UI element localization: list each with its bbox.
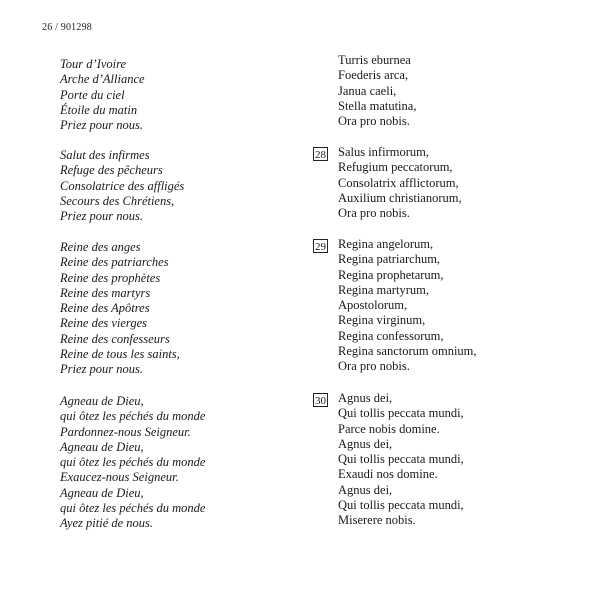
text-line: Agnus dei,: [338, 436, 393, 451]
text-line: Reine des confesseurs: [60, 331, 170, 346]
text-line: Pardonnez-nous Seigneur.: [60, 424, 191, 439]
text-line: Agneau de Dieu,: [60, 439, 144, 454]
text-line: Regina martyrum,: [338, 282, 429, 297]
latin-stanza-3: [315, 237, 477, 375]
latin-stanza-1: [338, 53, 416, 129]
text-line: Priez pour nous.: [60, 118, 143, 133]
track-number-box: 28: [315, 149, 326, 161]
text-line: Agneau de Dieu,: [60, 485, 144, 500]
text-line: Regina virginum,: [338, 313, 426, 328]
text-line: qui ôtez les péchés du monde: [60, 455, 206, 470]
text-line: Consolatrix afflictorum,: [338, 175, 459, 190]
text-line: Regina confessorum,: [338, 328, 444, 343]
text-line: Ayez pitié de nous.: [60, 516, 154, 531]
text-line: Turris eburnea: [338, 53, 411, 67]
text-line: Janua caeli,: [338, 83, 397, 98]
french-stanza-4: [60, 394, 205, 532]
text-line: Reine des prophètes: [60, 270, 161, 285]
text-line: Salus infirmorum,: [338, 145, 429, 159]
text-line: Reine des Apôtres: [60, 301, 150, 316]
text-line: Secours des Chrétiens,: [60, 193, 175, 208]
text-line: Arche d’Alliance: [60, 72, 145, 87]
text-line: Salut des infirmes: [60, 148, 150, 162]
text-line: Exaucez-nous Seigneur.: [60, 470, 179, 485]
text-line: qui ôtez les péchés du monde: [60, 501, 206, 516]
text-line: Qui tollis peccata mundi,: [338, 452, 464, 467]
text-line: Reine des anges: [60, 240, 141, 254]
text-line: Consolatrice des affligés: [60, 178, 185, 193]
text-line: Priez pour nous.: [60, 362, 143, 377]
text-line: Stella matutina,: [338, 98, 417, 113]
text-line: Agnus dei,: [338, 391, 393, 405]
track-number-box: 30: [315, 395, 326, 407]
latin-stanza-2: [315, 145, 462, 221]
text-line: Regina patriarchum,: [338, 252, 441, 267]
text-line: Reine de tous les saints,: [60, 347, 180, 362]
text-line: Qui tollis peccata mundi,: [338, 406, 464, 421]
text-line: Agnus dei,: [338, 482, 393, 497]
text-line: Regina angelorum,: [338, 237, 434, 251]
text-line: Ora pro nobis.: [338, 359, 410, 374]
track-number-box: 29: [315, 241, 326, 253]
text-line: Exaudi nos domine.: [338, 467, 438, 482]
text-line: Tour d’Ivoire: [60, 57, 127, 71]
text-line: qui ôtez les péchés du monde: [60, 409, 206, 424]
text-line: Qui tollis peccata mundi,: [338, 498, 464, 513]
page-number: 26 / 901298: [42, 22, 92, 33]
text-line: Parce nobis domine.: [338, 421, 440, 436]
text-line: Foederis arca,: [338, 68, 409, 83]
text-line: Apostolorum,: [338, 298, 408, 313]
text-line: Regina sanctorum omnium,: [338, 344, 477, 359]
french-stanza-2: [60, 148, 184, 224]
text-line: Ora pro nobis.: [338, 206, 410, 221]
text-line: Reine des martyrs: [60, 285, 151, 300]
text-line: Refuge des pêcheurs: [60, 163, 163, 178]
text-line: Agneau de Dieu,: [60, 394, 144, 408]
french-stanza-1: [60, 57, 145, 133]
text-line: Miserere nobis.: [338, 513, 416, 528]
text-line: Porte du ciel: [60, 87, 125, 102]
text-line: Reine des patriarches: [60, 255, 169, 270]
french-stanza-3: [60, 240, 180, 378]
text-line: Étoile du matin: [60, 102, 138, 117]
text-line: Ora pro nobis.: [338, 114, 410, 129]
text-line: Priez pour nous.: [60, 209, 143, 224]
text-line: Refugium peccatorum,: [338, 160, 453, 175]
text-line: Auxilium christianorum,: [338, 190, 462, 205]
text-line: Reine des vierges: [60, 316, 147, 331]
latin-stanza-4: [315, 391, 464, 529]
text-line: Regina prophetarum,: [338, 267, 444, 282]
